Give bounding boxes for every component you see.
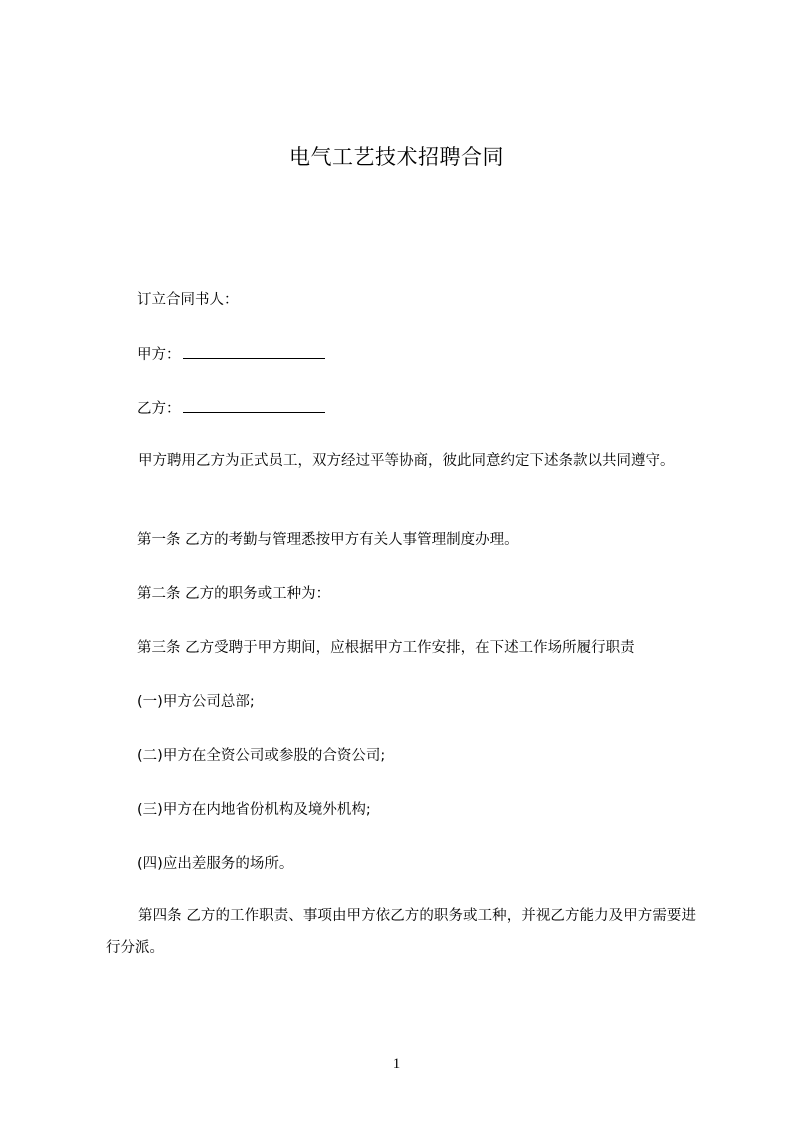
party-a-blank — [183, 344, 325, 359]
intro-paragraph: 甲方聘用乙方为正式员工，双方经过平等协商，彼此同意约定下述条款以共同遵守。 — [138, 453, 675, 469]
page-number: 1 — [392, 1056, 401, 1072]
list-item-3: (三)甲方在内地省份机构及境外机构; — [137, 802, 371, 818]
list-item-4: (四)应出差服务的场所。 — [137, 856, 294, 872]
party-a-label: 甲方： — [137, 347, 181, 363]
article-2: 第二条 乙方的职务或工种为： — [137, 586, 331, 602]
article-3: 第三条 乙方受聘于甲方期间，应根据甲方工作安排，在下述工作场所履行职责 — [137, 640, 635, 656]
document-title: 电气工艺技术招聘合同 — [289, 145, 504, 169]
signatories-heading: 订立合同书人： — [137, 292, 239, 308]
list-item-2: (二)甲方在全资公司或参股的合资公司; — [137, 748, 386, 764]
article-1: 第一条 乙方的考勤与管理悉按甲方有关人事管理制度办理。 — [137, 532, 519, 548]
article-4: 第四条 乙方的工作职责、事项由甲方依乙方的职务或工种，并视乙方能力及甲方需要进行分派。 — [106, 908, 696, 956]
list-item-1: (一)甲方公司总部; — [137, 694, 255, 710]
party-b-blank — [183, 398, 325, 413]
party-b-line — [137, 398, 325, 419]
party-a-line — [137, 344, 325, 365]
party-b-label: 乙方： — [137, 401, 181, 417]
